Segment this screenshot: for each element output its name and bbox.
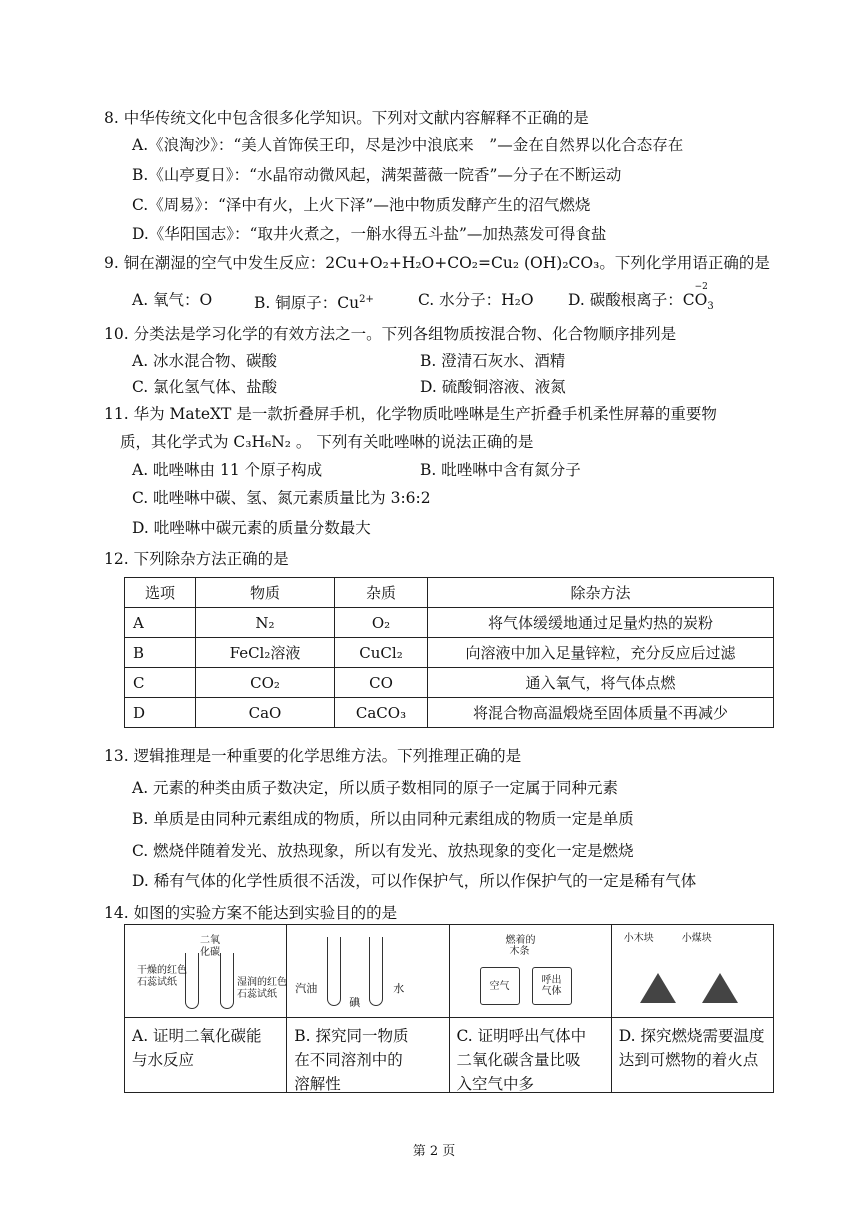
test-tube-icon xyxy=(185,953,199,1009)
q9-option-d-valence: −2 xyxy=(694,282,708,292)
table-cell: C xyxy=(125,668,196,698)
alcohol-lamp-icon xyxy=(702,973,738,1003)
figure-d-label: 小煤块 xyxy=(681,933,712,944)
table-header-cell: 除杂方法 xyxy=(428,578,774,608)
q14-stem: 14. 如图的实验方案不能达到实验目的的是 xyxy=(104,904,398,922)
figure-b-label: 碘 xyxy=(349,996,361,1009)
table-row xyxy=(125,638,774,668)
q9-option-b-charge: 2+ xyxy=(359,294,374,305)
caption-line: D. 探究燃烧需要温度 xyxy=(618,1027,765,1045)
table-cell: D xyxy=(125,698,196,728)
q14-option-a xyxy=(125,1018,287,1093)
alcohol-lamp-icon xyxy=(640,973,676,1003)
q9-stem-post: 。下列化学用语正确的是 xyxy=(599,254,770,272)
caption-line: 在不同溶剂中的 xyxy=(294,1051,403,1069)
q8-option-d: D.《华阳国志》：“取井火煮之，一斛水得五斗盐”—加热蒸发可得食盐 xyxy=(132,225,607,243)
q8-stem: 8. 中华传统文化中包含很多化学知识。下列对文献内容解释不正确的是 xyxy=(104,109,589,127)
q9-equation: 2Cu+O₂+H₂O+CO₂=Cu₂ (OH)₂CO₃ xyxy=(325,254,600,272)
table-cell: CaO xyxy=(196,698,335,728)
figure-c-cell xyxy=(449,925,611,1018)
q13-option-c: C. 燃烧伴随着发光、放热现象，所以有发光、放热现象的变化一定是燃烧 xyxy=(132,842,634,860)
figure-a-label: 二氧 xyxy=(200,935,220,946)
caption-line: 溶解性 xyxy=(294,1075,341,1093)
figure-b-cell xyxy=(287,925,449,1018)
table-cell: CO xyxy=(335,668,428,698)
figure-b-label: 水 xyxy=(393,982,405,995)
table-cell: 通入氧气，将气体点燃 xyxy=(428,668,774,698)
figure-c-label: 木条 xyxy=(509,946,530,957)
q12-stem: 12. 下列除杂方法正确的是 xyxy=(104,550,289,568)
figure-d-cell xyxy=(611,925,773,1018)
figure-b xyxy=(287,925,448,1017)
q14-option-d xyxy=(611,1018,773,1093)
q9-option-b xyxy=(254,290,374,313)
q9-option-d-o xyxy=(694,282,708,310)
figure-c-label: 呼出 xyxy=(541,975,562,986)
figure-a-label: 化碳 xyxy=(200,947,220,958)
q14-option-c xyxy=(449,1018,611,1093)
q9-option-d xyxy=(568,282,714,317)
table-header-cell: 物质 xyxy=(196,578,335,608)
q14-caption-row xyxy=(125,1018,774,1093)
figure-a-label: 干燥的红色 xyxy=(137,965,187,976)
q9-option-a: A. 氧气：O xyxy=(132,291,213,309)
caption-line: A. 证明二氧化碳能 xyxy=(132,1027,262,1045)
figure-a xyxy=(125,925,286,1017)
test-tube-icon xyxy=(369,937,383,1006)
table-cell: CuCl₂ xyxy=(335,638,428,668)
caption-line: B. 探究同一物质 xyxy=(294,1027,409,1045)
q14-table xyxy=(124,924,774,1093)
figure-b-label: 汽油 xyxy=(295,982,318,995)
q9-option-d-text: D. 碳酸根离子：C xyxy=(568,291,695,309)
table-cell: CO₂ xyxy=(196,668,335,698)
q12-table xyxy=(124,577,774,728)
table-cell: 向溶液中加入足量锌粒，充分反应后过滤 xyxy=(428,638,774,668)
q11-option-d: D. 吡唑啉中碳元素的质量分数最大 xyxy=(132,519,371,537)
q9-option-d-subscript: 3 xyxy=(707,301,714,313)
test-tube-icon xyxy=(220,953,234,1009)
figure-a-label: 石蕊试纸 xyxy=(137,977,177,988)
caption-line: 二氧化碳含量比吸 xyxy=(456,1051,581,1069)
q9-option-c: C. 水分子：H₂O xyxy=(418,291,534,309)
q13-option-b: B. 单质是由同种元素组成的物质，所以由同种元素组成的物质一定是单质 xyxy=(132,810,634,828)
q8-option-c: C.《周易》：“泽中有火，上火下泽”—池中物质发酵产生的沼气燃烧 xyxy=(132,196,591,214)
table-cell: O₂ xyxy=(335,608,428,638)
figure-c xyxy=(450,925,611,1017)
test-tube-icon xyxy=(327,937,341,1006)
table-cell: FeCl₂溶液 xyxy=(196,638,335,668)
table-cell: 将气体缓缓地通过足量灼热的炭粉 xyxy=(428,608,774,638)
figure-c-label: 燃着的 xyxy=(505,935,536,946)
q9-option-d-o-letter: O xyxy=(694,291,708,309)
table-header-cell: 杂质 xyxy=(335,578,428,608)
table-header-cell: 选项 xyxy=(125,578,196,608)
q10-option-b: B. 澄清石灰水、酒精 xyxy=(420,352,566,370)
figure-c-label: 空气 xyxy=(489,981,510,992)
q13-option-a: A. 元素的种类由质子数决定，所以质子数相同的原子一定属于同种元素 xyxy=(132,779,619,797)
q11-stem-line1: 11. 华为 MateXT 是一款折叠屏手机，化学物质吡唑啉是生产折叠手机柔性屏幕的重要物 xyxy=(104,405,717,423)
caption-line: C. 证明呼出气体中 xyxy=(456,1027,587,1045)
q11-option-a: A. 吡唑啉由 11 个原子构成 xyxy=(132,461,323,479)
figure-a-label: 石蕊试纸 xyxy=(237,989,277,1000)
q10-option-c: C. 氯化氢气体、盐酸 xyxy=(132,378,278,396)
table-header-row xyxy=(125,578,774,608)
table-cell: CaCO₃ xyxy=(335,698,428,728)
figure-d-label: 小木块 xyxy=(623,933,654,944)
q11-stem-line2: 质，其化学式为 C₃H₆N₂ 。 下列有关吡唑啉的说法正确的是 xyxy=(120,433,534,451)
caption-line: 与水反应 xyxy=(132,1051,195,1069)
q11-option-c: C. 吡唑啉中碳、氢、氮元素质量比为 3:6:2 xyxy=(132,489,431,507)
q10-option-d: D. 硫酸铜溶液、液氮 xyxy=(420,378,566,396)
q13-stem: 13. 逻辑推理是一种重要的化学思维方法。下列推理正确的是 xyxy=(104,747,522,765)
q10-option-a: A. 冰水混合物、碳酸 xyxy=(132,352,278,370)
q10-stem: 10. 分类法是学习化学的有效方法之一。下列各组物质按混合物、化合物顺序排列是 xyxy=(104,325,677,343)
figure-d xyxy=(612,925,773,1017)
figure-a-label: 湿润的红色 xyxy=(237,977,287,988)
table-row xyxy=(125,698,774,728)
table-row xyxy=(125,608,774,638)
q9-stem-pre: 9. 铜在潮湿的空气中发生反应： xyxy=(104,254,326,272)
caption-line: 达到可燃物的着火点 xyxy=(618,1051,759,1069)
figure-a-cell xyxy=(125,925,287,1018)
q13-option-d: D. 稀有气体的化学性质很不活泼，可以作保护气，所以作保护气的一定是稀有气体 xyxy=(132,872,697,890)
figure-c-label: 气体 xyxy=(541,986,562,997)
table-row xyxy=(125,668,774,698)
caption-line: 入空气中多 xyxy=(456,1075,535,1093)
q9-stem xyxy=(104,253,770,273)
q14-option-b xyxy=(287,1018,449,1093)
table-cell: B xyxy=(125,638,196,668)
page-number: 第 2 页 xyxy=(412,1144,456,1159)
table-cell: A xyxy=(125,608,196,638)
q11-option-b: B. 吡唑啉中含有氮分子 xyxy=(420,461,581,479)
q8-option-a: A.《浪淘沙》：“美人首饰侯王印，尽是沙中浪底来 ”—金在自然界以化合态存在 xyxy=(132,136,684,154)
table-cell: 将混合物高温煅烧至固体质量不再减少 xyxy=(428,698,774,728)
q9-option-b-text: B. 铜原子：Cu xyxy=(254,294,360,313)
q14-figure-row xyxy=(125,925,774,1018)
q8-option-b: B.《山亭夏日》：“水晶帘动微风起，满架蔷薇一院香”—分子在不断运动 xyxy=(132,166,622,184)
table-cell: N₂ xyxy=(196,608,335,638)
